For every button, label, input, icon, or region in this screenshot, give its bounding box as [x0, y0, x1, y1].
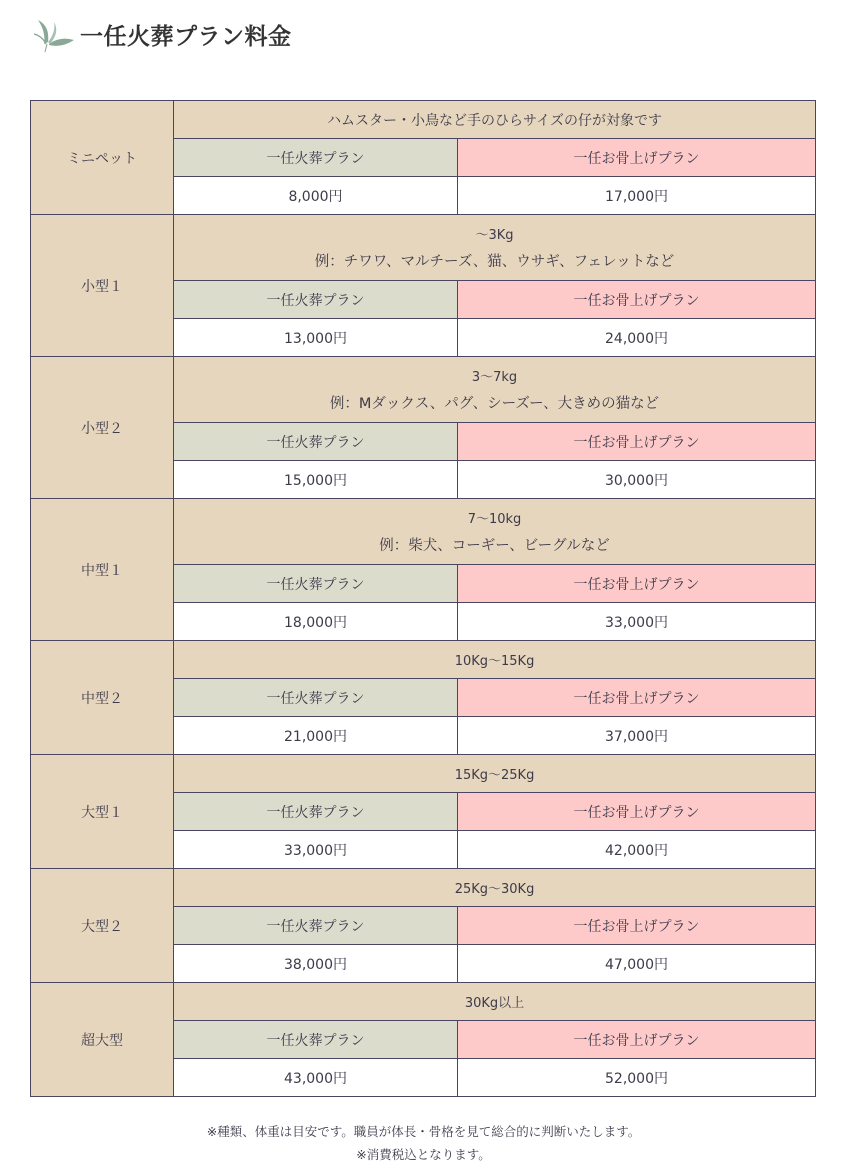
price-cremation: 38,000円 [174, 945, 458, 983]
plan-cremation-label: 一任火葬プラン [174, 1021, 458, 1059]
category-cell: 小型１ [31, 215, 174, 357]
price-ashes: 42,000円 [458, 831, 816, 869]
price-ashes: 17,000円 [458, 177, 816, 215]
price-cremation: 18,000円 [174, 603, 458, 641]
size-info-cell: ハムスター・小鳥など手のひらサイズの仔が対象です [174, 101, 816, 139]
category-cell: 超大型 [31, 983, 174, 1097]
size-info-cell [174, 869, 816, 907]
plan-ashes-label: 一任お骨上げプラン [458, 1021, 816, 1059]
plan-cremation-label: 一任火葬プラン [174, 423, 458, 461]
example-breeds: 例：チワワ、マルチーズ、猫、ウサギ、フェレットなど [314, 253, 675, 270]
example-breeds: 例：Mダックス、パグ、シーズー、大きめの猫など [329, 395, 660, 412]
weight-range: 〜3Kg [475, 227, 514, 243]
price-ashes: 24,000円 [458, 319, 816, 357]
weight-range: 25Kg〜30Kg [454, 882, 535, 897]
plan-ashes-label: 一任お骨上げプラン [458, 423, 816, 461]
size-info-cell [174, 755, 816, 793]
category-cell: ミニペット [31, 101, 174, 215]
table-row [31, 101, 816, 139]
weight-range: 30Kg以上 [464, 996, 525, 1011]
category-cell: 中型２ [31, 641, 174, 755]
size-info-cell [174, 357, 816, 423]
price-cremation: 15,000円 [174, 461, 458, 499]
plan-cremation-label: 一任火葬プラン [174, 281, 458, 319]
page-title: 一任火葬プラン料金 [80, 23, 292, 50]
size-info-cell [174, 641, 816, 679]
size-info-cell [174, 983, 816, 1021]
page-header [30, 14, 292, 54]
price-cremation: 21,000円 [174, 717, 458, 755]
table-row [31, 983, 816, 1021]
example-breeds: 例：柴犬、コーギー、ビーグルなど [379, 537, 610, 554]
price-ashes: 33,000円 [458, 603, 816, 641]
price-ashes: 37,000円 [458, 717, 816, 755]
price-cremation: 33,000円 [174, 831, 458, 869]
price-cremation: 8,000円 [174, 177, 458, 215]
plan-cremation-label: 一任火葬プラン [174, 907, 458, 945]
plan-cremation-label: 一任火葬プラン [174, 679, 458, 717]
category-cell: 大型２ [31, 869, 174, 983]
plan-ashes-label: 一任お骨上げプラン [458, 679, 816, 717]
table-row [31, 755, 816, 793]
size-info-cell [174, 499, 816, 565]
table-row [31, 869, 816, 907]
table-row [31, 641, 816, 679]
plan-ashes-label: 一任お骨上げプラン [458, 139, 816, 177]
price-cremation: 43,000円 [174, 1059, 458, 1097]
plan-ashes-label: 一任お骨上げプラン [458, 793, 816, 831]
plan-cremation-label: 一任火葬プラン [174, 793, 458, 831]
price-cremation: 13,000円 [174, 319, 458, 357]
plan-ashes-label: 一任お骨上げプラン [458, 565, 816, 603]
size-info-cell [174, 215, 816, 281]
price-ashes: 47,000円 [458, 945, 816, 983]
weight-range: 3〜7kg [471, 369, 518, 385]
weight-range: 15Kg〜25Kg [454, 768, 535, 783]
plan-ashes-label: 一任お骨上げプラン [458, 907, 816, 945]
footnote-tax: ※消費税込となります。 [356, 1147, 491, 1162]
plan-ashes-label: 一任お骨上げプラン [458, 281, 816, 319]
table-row [31, 357, 816, 423]
price-ashes: 30,000円 [458, 461, 816, 499]
category-cell: 小型２ [31, 357, 174, 499]
weight-range: 10Kg〜15Kg [454, 654, 535, 669]
leaf-icon [30, 14, 76, 54]
category-cell: 大型１ [31, 755, 174, 869]
plan-cremation-label: 一任火葬プラン [174, 139, 458, 177]
weight-range: 7〜10kg [467, 511, 522, 527]
category-cell: 中型１ [31, 499, 174, 641]
price-ashes: 52,000円 [458, 1059, 816, 1097]
table-row [31, 215, 816, 281]
footnotes [0, 1120, 847, 1166]
plan-cremation-label: 一任火葬プラン [174, 565, 458, 603]
table-row [31, 499, 816, 565]
price-table [30, 100, 816, 1097]
footnote-estimate: ※種類、体重は目安です。職員が体長・骨格を見て総合的に判断いたします。 [206, 1124, 641, 1139]
